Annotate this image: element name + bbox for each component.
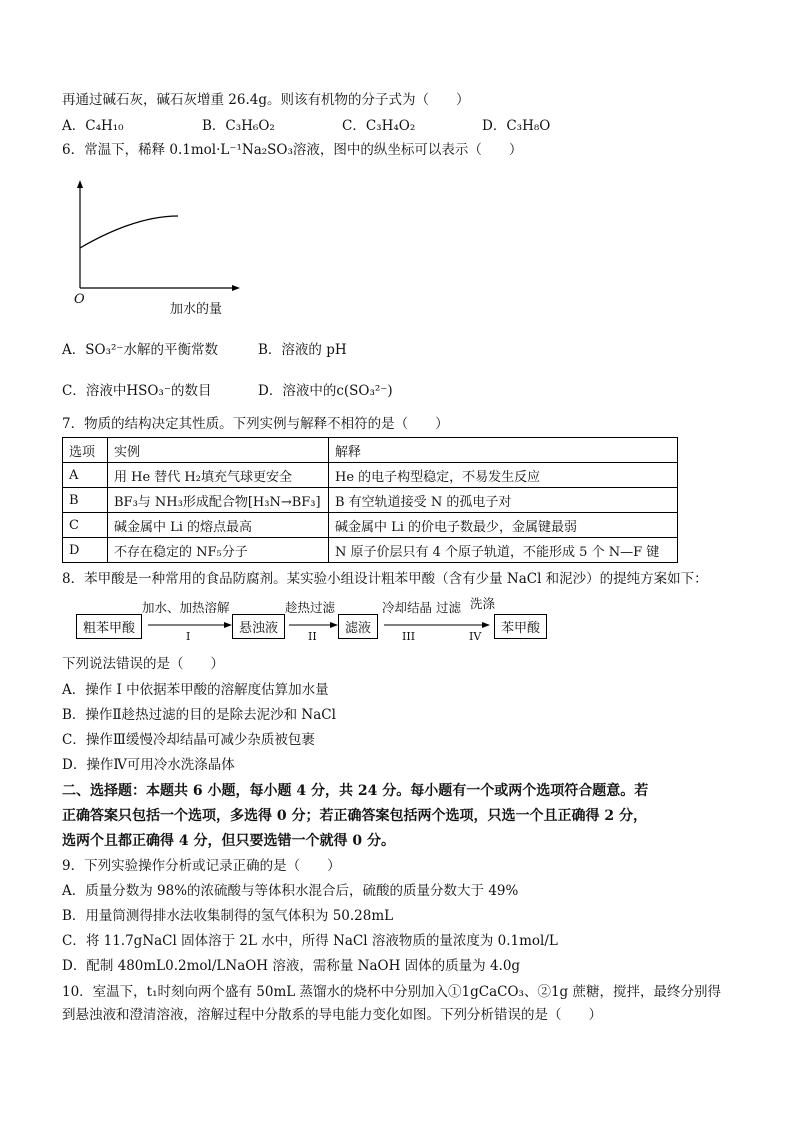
q5-option-c: C．C₃H₄O₂ <box>342 118 416 134</box>
table-header-row <box>63 438 678 463</box>
row-option: C <box>63 513 108 538</box>
q6-option-a: A．SO₃²⁻水解的平衡常数 <box>62 342 219 358</box>
flow-box-suspension: 悬浊液 <box>232 614 285 639</box>
curve <box>80 216 178 248</box>
header-explanation: 解释 <box>329 438 678 463</box>
flow-step-3: 冷却结晶 过滤 <box>382 600 461 615</box>
q8-option-c: C．操作Ⅲ缓慢冷却结晶可减少杂质被包裹 <box>62 732 315 748</box>
flow-step-2: 趁热过滤 <box>285 600 336 615</box>
flow-step-1: 加水、加热溶解 <box>142 600 230 615</box>
flow-roman-3: III <box>402 630 416 643</box>
row-option: B <box>63 488 108 513</box>
table-row <box>63 513 678 538</box>
header-example: 实例 <box>108 438 329 463</box>
header-option: 选项 <box>63 438 108 463</box>
section2-line2: 正确答案只包括一个选项，多选得 0 分；若正确答案包括两个选项，只选一个且正确得 2 分， <box>62 808 647 824</box>
row-option: A <box>63 463 108 488</box>
q5-option-d: D．C₃H₈O <box>482 118 551 134</box>
table-row <box>63 463 678 488</box>
flow-box-product: 苯甲酸 <box>494 614 547 639</box>
row-example: 碱金属中 Li 的熔点最高 <box>108 513 329 538</box>
row-example: 不存在稳定的 NF₅分子 <box>108 538 329 563</box>
x-axis-arrow <box>232 285 240 291</box>
row-explanation: B 有空轨道接受 N 的孤电子对 <box>329 488 678 513</box>
flow-box-filtrate: 滤液 <box>338 614 378 639</box>
q5-stem: 再通过碱石灰，碱石灰增重 26.4g。则该有机物的分子式为（ ） <box>62 92 470 108</box>
q8-option-b: B．操作Ⅱ趁热过滤的目的是除去泥沙和 NaCl <box>62 707 336 723</box>
flow-roman-1: I <box>186 630 191 643</box>
flow-step-4: 洗涤 <box>470 596 496 611</box>
q8-flowchart <box>76 598 556 658</box>
q9-option-a: A．质量分数为 98%的浓硫酸与等体积水混合后，硫酸的质量分数大于 49% <box>62 883 519 899</box>
flow-roman-2: II <box>308 630 317 643</box>
q6-option-c: C．溶液中HSO₃⁻的数目 <box>62 383 212 399</box>
q7-table <box>62 437 678 563</box>
graph-x-label: 加水的量 <box>170 302 223 317</box>
q8-option-a: A．操作 I 中依据苯甲酸的溶解度估算加水量 <box>62 682 329 698</box>
q6-option-b: B．溶液的 pH <box>258 342 347 358</box>
y-axis-arrow <box>77 180 83 188</box>
section2-line1: 二、选择题：本题共 6 小题，每小题 4 分，共 24 分。每小题有一个或两个选项符合题意。若 <box>62 783 649 799</box>
q5-option-b: B．C₃H₆O₂ <box>202 118 275 134</box>
table-row <box>63 488 678 513</box>
q10-line1: 10．室温下，t₁时刻向两个盛有 50mL 蒸馏水的烧杯中分别加入①1gCaCO₃、②1g 蔗糖，搅拌，最终分别得 <box>62 984 721 1000</box>
q6-stem: 6．常温下，稀释 0.1mol·L⁻¹Na₂SO₃溶液，图中的纵坐标可以表示（ ） <box>62 142 523 158</box>
q9-option-b: B．用量筒测得排水法收集制得的氢气体积为 50.28mL <box>62 908 394 924</box>
row-explanation: He 的电子构型稳定，不易发生反应 <box>329 463 678 488</box>
row-option: D <box>63 538 108 563</box>
table-row <box>63 538 678 563</box>
row-explanation: 碱金属中 Li 的价电子数最少，金属键最弱 <box>329 513 678 538</box>
q9-option-d: D．配制 480mL0.2mol/LNaOH 溶液，需称量 NaOH 固体的质量为 4.0g <box>62 958 521 974</box>
row-example: BF₃与 NH₃形成配合物[H₃N→BF₃] <box>108 488 329 513</box>
q6-option-d: D．溶液中的c(SO₃²⁻) <box>258 383 393 399</box>
q7-stem: 7．物质的结构决定其性质。下列实例与解释不相符的是（ ） <box>62 416 449 432</box>
q9-stem: 9．下列实验操作分析或记录正确的是（ ） <box>62 858 341 874</box>
q8-option-d: D．操作Ⅳ可用冷水洗涤晶体 <box>62 757 235 773</box>
q8-stem: 8．苯甲酸是一种常用的食品防腐剂。某实验小组设计粗苯甲酸（含有少量 NaCl 和泥沙）的提纯方案如下： <box>62 571 708 587</box>
row-explanation: N 原子价层只有 4 个原子轨道，不能形成 5 个 N—F 键 <box>329 538 678 563</box>
row-example: 用 He 替代 H₂填充气球更安全 <box>108 463 329 488</box>
flow-box-crude: 粗苯甲酸 <box>76 614 142 639</box>
q9-option-c: C．将 11.7gNaCl 固体溶于 2L 水中，所得 NaCl 溶液物质的量浓度为 0.1mol/L <box>62 933 558 949</box>
q6-graph <box>66 178 246 298</box>
graph-origin-label: O <box>74 292 85 307</box>
q8-prompt: 下列说法错误的是（ ） <box>62 656 224 672</box>
flow-roman-4: IV <box>469 630 482 643</box>
q10-line2: 到悬浊液和澄清溶液，溶解过程中分散系的导电能力变化如图。下列分析错误的是（ ） <box>62 1007 602 1023</box>
section2-line3: 选两个且都正确得 4 分，但只要选错一个就得 0 分。 <box>62 833 395 849</box>
q5-option-a: A．C₄H₁₀ <box>62 118 124 134</box>
